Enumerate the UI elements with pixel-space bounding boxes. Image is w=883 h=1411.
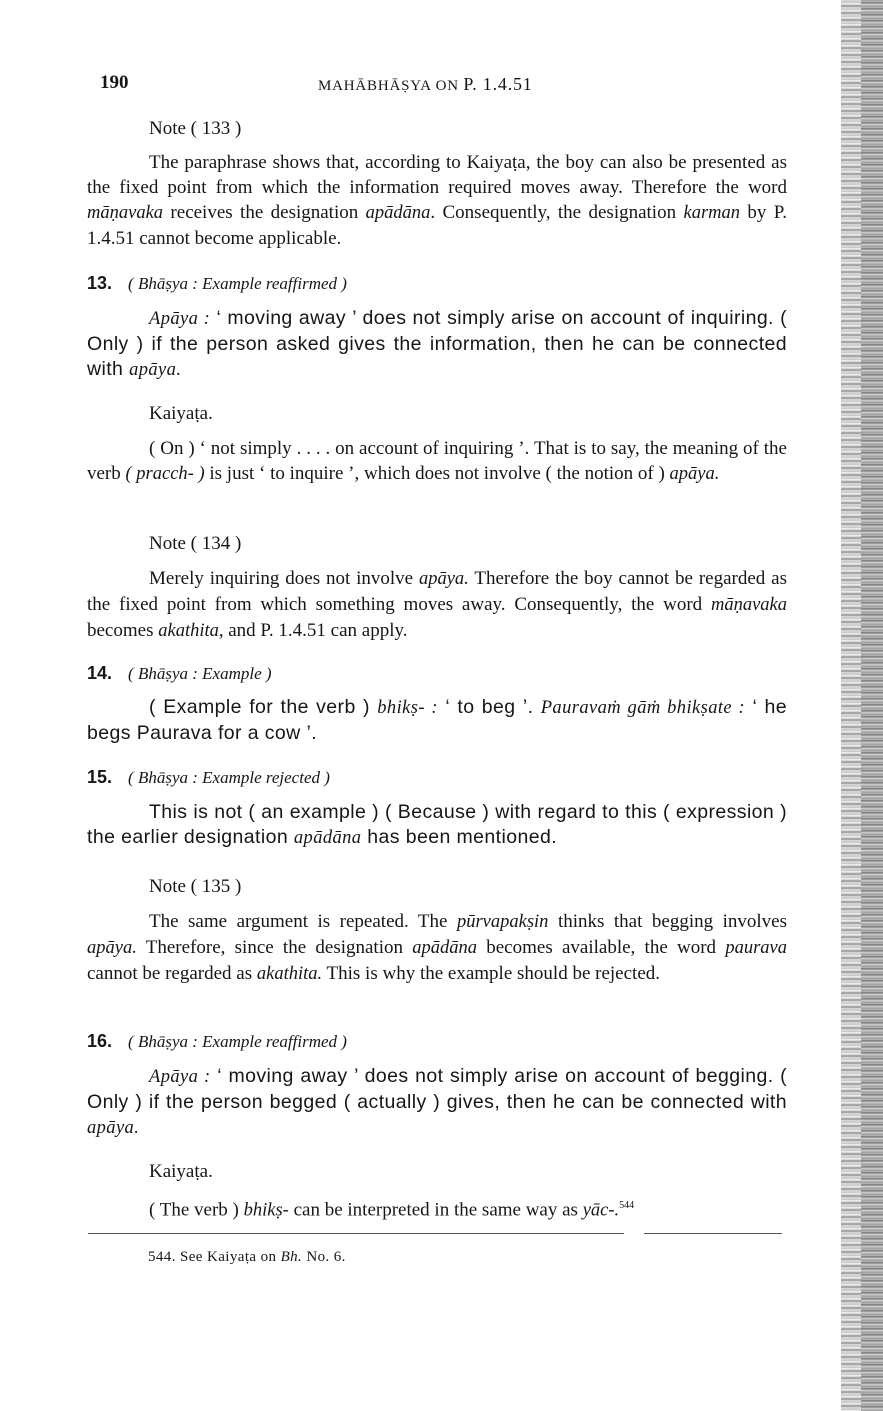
section-13-body: [87, 306, 787, 383]
running-header-title: MAHĀBHĀṢYA ON: [318, 78, 464, 94]
running-header-ref: P. 1.4.51: [463, 74, 533, 94]
note-133-paragraph: The paraphrase shows that, according to Kaiyaṭa, the boy can also be presented as the fixed point from which the information required moves away. Therefore the word māṇavaka receives the designation apādāna. Consequently, the designation karman by P. 1.4.51 cannot become applicable.: [87, 152, 787, 249]
kaiyata-1-label: Kaiyaṭa.: [149, 403, 213, 424]
section-14-title: ( Bhāṣya : Example ): [128, 664, 272, 683]
section-15-number: 15.: [87, 767, 113, 787]
section-14-number: 14.: [87, 663, 113, 683]
section-14-body: [87, 695, 787, 746]
kaiyata-2-paragraph: ( The verb ) bhikṣ- can be interpreted in the same way as yāc-.$^{544}$: [149, 1199, 635, 1221]
note-134-label: Note ( 134 ): [149, 533, 242, 554]
section-15-body: [87, 800, 787, 851]
footnote-rule-left: [88, 1233, 624, 1234]
note-135-label: Note ( 135 ): [149, 876, 242, 897]
section-15-paragraph: This is not ( an example ) ( Because ) with regard to this ( expression ) the earlier designation apādāna has been mentioned.: [87, 801, 787, 848]
section-13-title: ( Bhāṣya : Example reaffirmed ): [128, 274, 347, 293]
page-number: 190: [100, 72, 129, 93]
kaiyata-2-label: Kaiyaṭa.: [149, 1161, 213, 1182]
section-16-number: 16.: [87, 1031, 113, 1051]
note-134-paragraph: Merely inquiring does not involve apāya. Therefore the boy cannot be regarded as the fixed point from which something moves away. Consequently, the word māṇavaka becomes akathita, and P. 1.4.51 can apply.: [87, 568, 787, 641]
kaiyata-2-body: [87, 1193, 787, 1223]
footnote-reference: 544: [619, 1200, 635, 1211]
section-13-number: 13.: [87, 273, 113, 293]
section-13-paragraph: Apāya : ‘ moving away ’ does not simply arise on account of inquiring. ( Only ) if the person asked gives the information, then he can be connected with apāya.: [87, 307, 787, 380]
page-edge-binding: [861, 0, 883, 1411]
note-133-label: Note ( 133 ): [149, 118, 242, 139]
section-16-title: ( Bhāṣya : Example reaffirmed ): [128, 1032, 347, 1051]
section-14-heading: [87, 663, 272, 684]
section-16-paragraph: Apāya : ‘ moving away ’ does not simply arise on account of begging. ( Only ) if the person begged ( actually ) gives, then he can be connected with apāya.: [87, 1065, 787, 1138]
note-134-body: [87, 566, 787, 644]
section-13-heading: [87, 273, 347, 294]
kaiyata-1-paragraph: ( On ) ‘ not simply . . . . on account of inquiring ’. That is to say, the meaning of the verb ( pracch- ) is just ‘ to inquire ’, which does not involve ( the notion of ) apāya.: [87, 438, 787, 484]
footnote-number: 544.: [148, 1249, 176, 1265]
section-14-paragraph: ( Example for the verb ) bhikṣ- : ‘ to beg ’. Pauravaṁ gāṁ bhikṣate : ‘ he begs Paurava for a cow ’.: [87, 696, 787, 744]
kaiyata-1-body: [87, 436, 787, 487]
note-135-paragraph: The same argument is repeated. The pūrvapakṣin thinks that begging involves apāya. Therefore, since the designation apādāna becomes available, the word paurava cannot be regarded as akathita. This is why the example should be rejected.: [87, 911, 787, 984]
footnote-rule-right: [644, 1233, 782, 1234]
section-16-heading: [87, 1031, 347, 1052]
note-133-body: [87, 150, 787, 251]
footnote-544: 544. See Kaiyaṭa on Bh. No. 6.: [148, 1249, 346, 1265]
note-135-body: [87, 909, 787, 987]
section-16-body: [87, 1064, 787, 1141]
running-header: [318, 74, 533, 95]
section-15-title: ( Bhāṣya : Example rejected ): [128, 768, 330, 787]
section-15-heading: [87, 767, 330, 788]
